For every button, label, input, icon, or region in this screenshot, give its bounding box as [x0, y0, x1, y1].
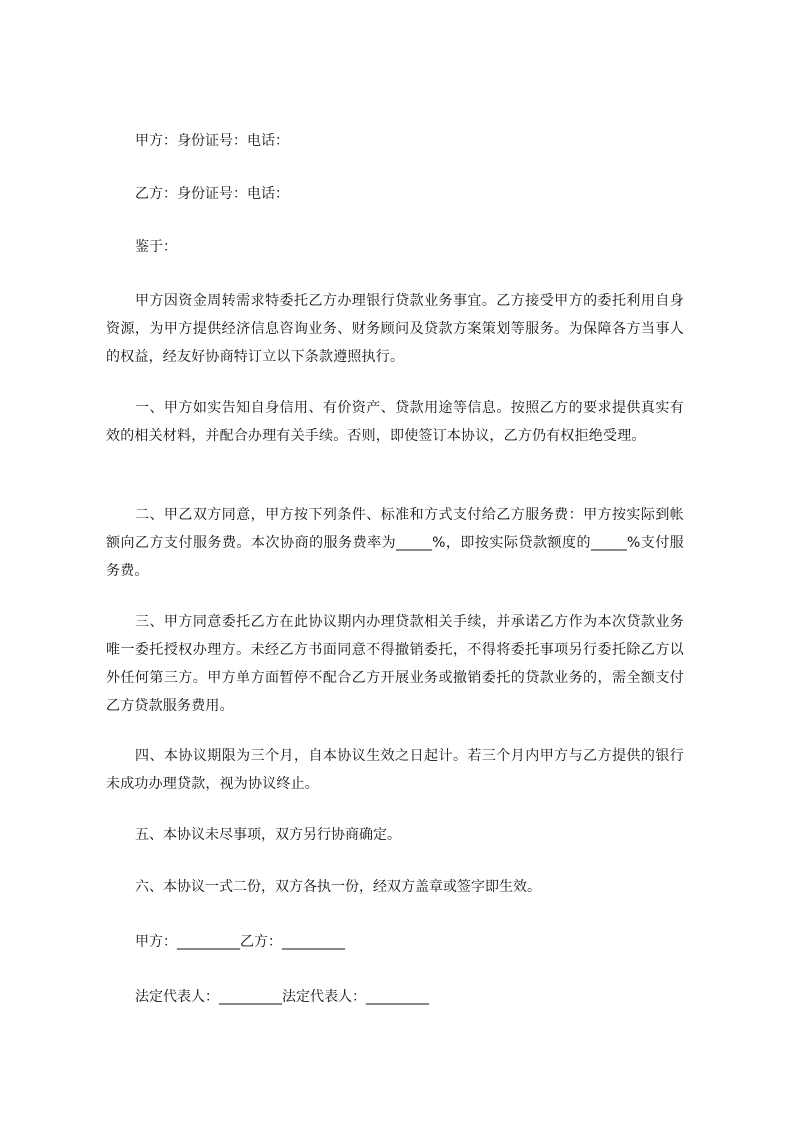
party-a-info: 甲方：身份证号：电话：	[135, 133, 289, 149]
signature-parties: 甲方：_________乙方：_________	[135, 934, 345, 950]
signature-representatives: 法定代表人：_________法定代表人：_________	[135, 989, 429, 1005]
clause-4: 四、本协议期限为三个月，自本协议生效之日起计。若三个月内甲方与乙方提供的银行未成功办理贷款，视为协议终止。	[106, 748, 684, 792]
party-b-info: 乙方：身份证号：电话：	[135, 186, 289, 202]
clause-2: 二、甲乙双方同意，甲方按下列条件、标准和方式支付给乙方服务费：甲方按实际到帐额向乙方支付服务费。本次协商的服务费率为_____%，即按实际贷款额度的_____%支付服务费。	[106, 507, 684, 579]
clause-1: 一、甲方如实告知自身信用、有价资产、贷款用途等信息。按照乙方的要求提供真实有效的相关材料，并配合办理有关手续。否则，即使签订本协议，乙方仍有权拒绝受理。	[106, 400, 684, 444]
clause-5: 五、本协议未尽事项，双方另行协商确定。	[135, 827, 401, 843]
clause-3: 三、甲方同意委托乙方在此协议期内办理贷款相关手续，并承诺乙方作为本次贷款业务唯一委托授权办理方。未经乙方书面同意不得撤销委托，不得将委托事项另行委托除乙方以外任何第三方。甲方单方面暂停不配合乙方开展业务或撤销委托的贷款业务的，需全额支付乙方贷款服务费用。	[106, 614, 684, 714]
clause-6: 六、本协议一式二份，双方各执一份，经双方盖章或签字即生效。	[135, 879, 541, 895]
whereas-heading: 鉴于：	[135, 239, 177, 255]
intro-paragraph: 甲方因资金周转需求特委托乙方办理银行贷款业务事宜。乙方接受甲方的委托利用自身资源，为甲方提供经济信息咨询业务、财务顾问及贷款方案策划等服务。为保障各方当事人的权益，经友好协商特订立以下条款遵照执行。	[106, 293, 684, 365]
